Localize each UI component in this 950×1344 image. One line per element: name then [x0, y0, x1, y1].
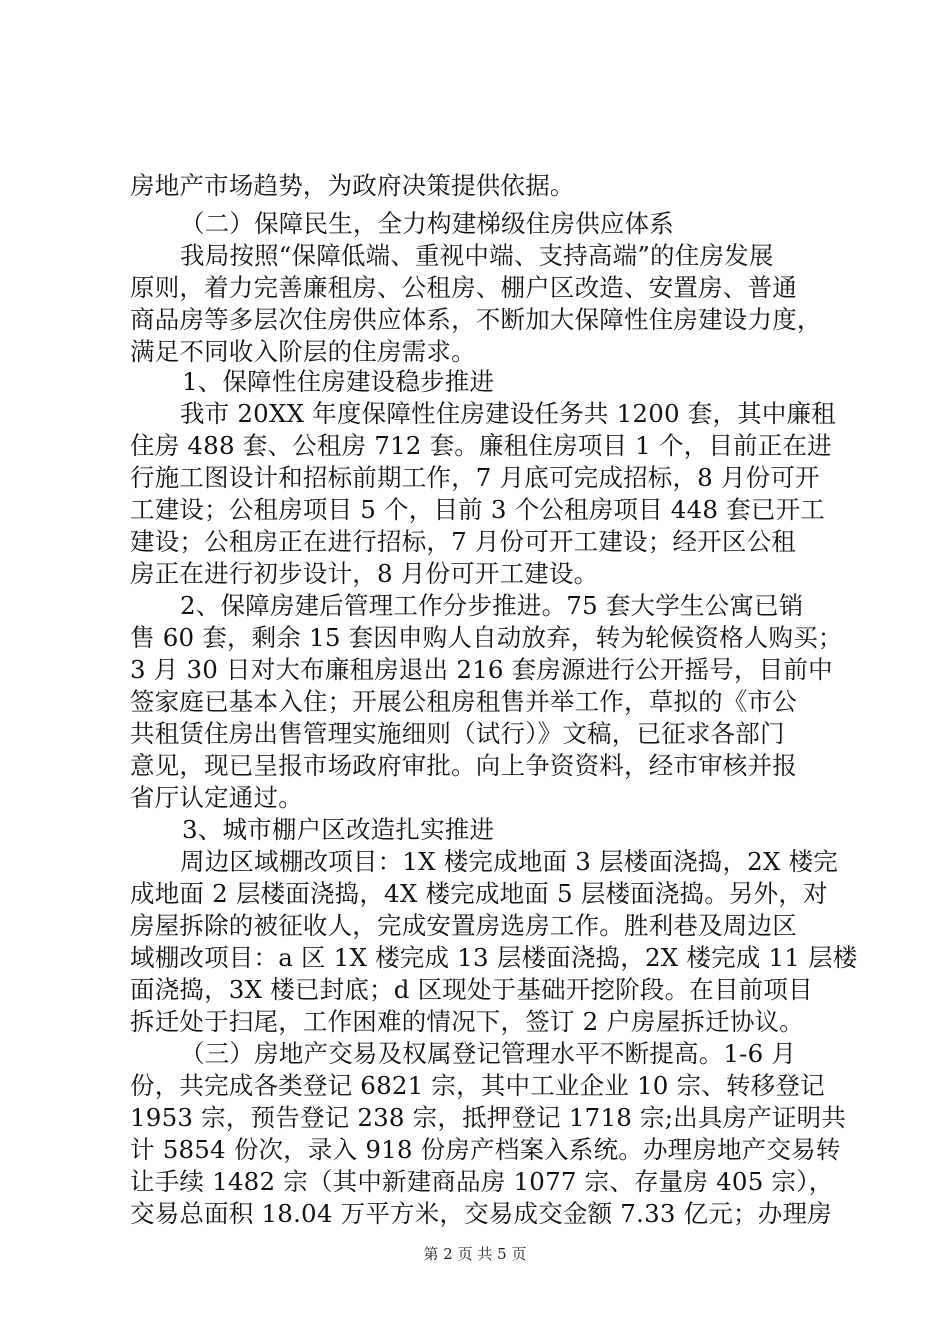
page-number-footer: 第 2 页 共 5 页 — [423, 1245, 527, 1263]
text-line: 3 月 30 日对大布廉租房退出 216 套房源进行公开摇号，目前中 — [130, 655, 833, 684]
section-heading: （三）房地产交易及权属登记管理水平不断提高。1-6 月 — [180, 1039, 797, 1068]
text-line: 工建设；公租房项目 5 个，目前 3 个公租房项目 448 套已开工 — [130, 495, 825, 524]
subsection-heading: 3、城市棚户区改造扎实推进 — [182, 815, 495, 844]
section-heading: （二）保障民生，全力构建梯级住房供应体系 — [180, 209, 674, 238]
text-line: 我市 20XX 年度保障性住房建设任务共 1200 套，其中廉租 — [180, 399, 836, 428]
text-line: 满足不同收入阶层的住房需求。 — [130, 337, 476, 366]
text-line: 周边区域棚改项目：1X 楼完成地面 3 层楼面浇捣，2X 楼完 — [180, 847, 838, 876]
text-line: 交易总面积 18.04 万平方米，交易成交金额 7.33 亿元；办理房 — [130, 1199, 832, 1228]
subsection-heading: 1、保障性住房建设稳步推进 — [182, 367, 495, 396]
text-line: 签家庭已基本入住；开展公租房租售并举工作，草拟的《市公 — [130, 687, 797, 716]
text-line: 房正在进行初步设计，8 月份可开工建设。 — [130, 559, 599, 588]
text-line: 省厅认定通过。 — [130, 783, 303, 812]
text-line: 房屋拆除的被征收人，完成安置房选房工作。胜利巷及周边区 — [130, 911, 797, 940]
text-line: 房地产市场趋势，为政府决策提供依据。 — [130, 171, 575, 200]
text-line: 意见，现已呈报市场政府审批。向上争资资料，经市审核并报 — [130, 751, 797, 780]
text-line: 让手续 1482 宗（其中新建商品房 1077 宗、存量房 405 宗）， — [130, 1167, 834, 1196]
text-line: 2、保障房建后管理工作分步推进。75 套大学生公寓已销 — [180, 591, 804, 620]
text-line: 原则，着力完善廉租房、公租房、棚户区改造、安置房、普通 — [130, 273, 797, 302]
text-line: 拆迁处于扫尾，工作困难的情况下，签订 2 户房屋拆迁协议。 — [130, 1007, 804, 1036]
text-line: 成地面 2 层楼面浇捣，4X 楼完成地面 5 层楼面浇捣。另外，对 — [130, 879, 828, 908]
text-line: 售 60 套，剩余 15 套因申购人自动放弃，转为轮候资格人购买； — [130, 623, 843, 652]
text-line: 商品房等多层次住房供应体系，不断加大保障性住房建设力度， — [130, 305, 822, 334]
text-line: 我局按照“保障低端、重视中端、支持高端”的住房发展 — [180, 241, 774, 270]
text-line: 1953 宗，预告登记 238 宗，抵押登记 1718 宗;出具房产证明共 — [130, 1103, 847, 1132]
text-line: 面浇捣，3X 楼已封底；d 区现处于基础开挖阶段。在目前项目 — [130, 975, 813, 1004]
text-line: 共租赁住房出售管理实施细则（试行）》文稿，已征求各部门 — [130, 719, 785, 748]
text-line: 行施工图设计和招标前期工作，7 月底可完成招标，8 月份可开 — [130, 463, 820, 492]
text-line: 份，共完成各类登记 6821 宗，其中工业企业 10 宗、转移登记 — [130, 1071, 825, 1100]
text-line: 计 5854 份次，录入 918 份房产档案入系统。办理房地产交易转 — [130, 1135, 841, 1164]
text-line: 住房 488 套、公租房 712 套。廉租住房项目 1 个，目前正在进 — [130, 431, 832, 460]
text-line: 域棚改项目：a 区 1X 楼完成 13 层楼面浇捣，2X 楼完成 11 层楼 — [130, 943, 858, 972]
text-line: 建设；公租房正在进行招标，7 月份可开工建设；经开区公租 — [130, 527, 796, 556]
